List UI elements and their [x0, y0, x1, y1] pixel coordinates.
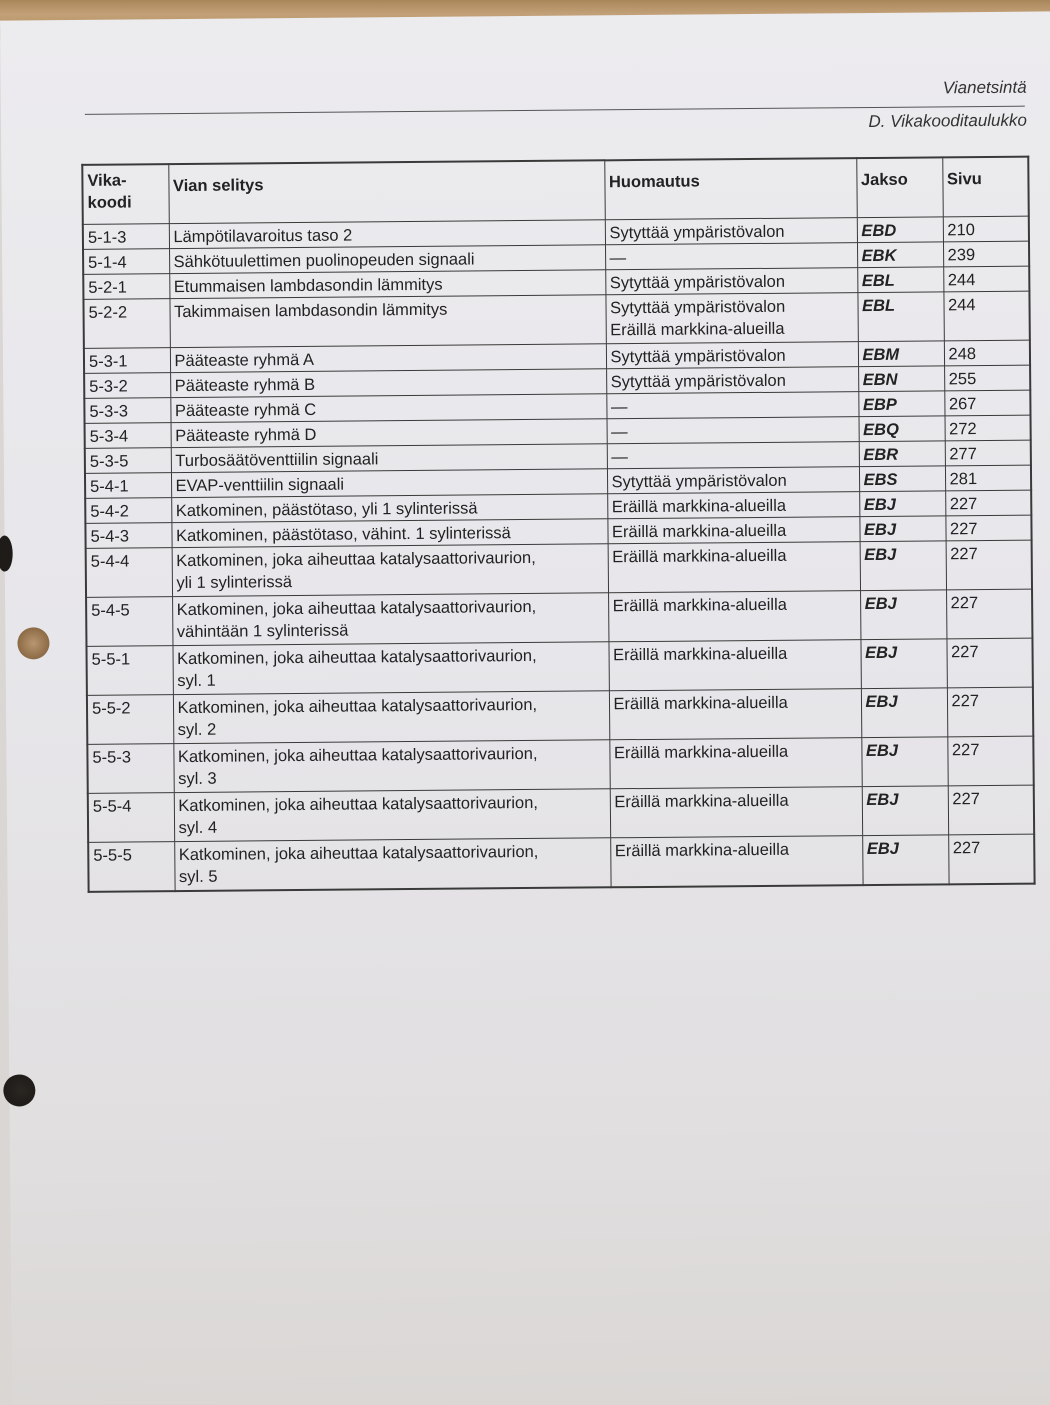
section-code: EBM [862, 345, 900, 365]
cell-page [948, 834, 1034, 884]
page-number: 281 [949, 470, 978, 489]
page-number: 267 [948, 395, 977, 414]
page-number: 244 [947, 296, 976, 315]
table-row [83, 291, 1029, 348]
fault-code: 5-3-1 [88, 352, 128, 371]
cell-description [171, 494, 607, 523]
cell-description [169, 220, 605, 249]
cell-code [87, 744, 173, 794]
note-line1: Sytyttää ympäristövalon [609, 272, 786, 293]
fault-code: 5-1-4 [88, 253, 127, 272]
table-row [86, 540, 1032, 597]
cell-section [859, 466, 945, 492]
note-line1: Eräillä markkina-alueilla [613, 742, 789, 763]
cell-note [607, 442, 859, 469]
fault-code: 5-5-4 [92, 797, 132, 816]
table-row [86, 589, 1032, 646]
section-code: EBL [861, 296, 896, 316]
fault-code: 5-5-2 [91, 699, 131, 718]
cell-section [859, 491, 945, 517]
fault-code: 5-2-1 [88, 278, 127, 297]
fault-code-table [81, 156, 1035, 893]
cell-note [609, 689, 861, 740]
section-code: EBS [863, 470, 898, 490]
description-line2: syl. 4 [178, 818, 218, 838]
fault-code: 5-3-5 [89, 452, 129, 471]
page-number: 255 [948, 370, 977, 389]
cell-page [945, 415, 1031, 441]
page-number: 227 [949, 520, 978, 539]
note-line2: Eräillä markkina-alueilla [610, 319, 785, 340]
cell-section [858, 391, 944, 417]
cell-section [861, 688, 947, 738]
cell-note [605, 243, 857, 270]
cell-note [607, 467, 859, 494]
note-line1: Eräillä markkina-alueilla [611, 521, 787, 542]
cell-section [860, 590, 946, 640]
description-line1: EVAP-venttiilin signaali [175, 475, 345, 496]
cell-description [172, 642, 608, 695]
binder-hole-icon [17, 627, 49, 659]
description-line1: Pääteaste ryhmä B [174, 375, 316, 396]
page-number: 227 [949, 495, 978, 514]
cell-section [858, 366, 944, 392]
cell-section [857, 292, 943, 342]
note-line1: Eräillä markkina-alueilla [613, 644, 788, 665]
cell-section [859, 416, 945, 442]
section-code: EBK [861, 246, 897, 266]
cell-note [606, 392, 858, 419]
page-number: 277 [949, 445, 977, 464]
page-number: 244 [947, 271, 976, 290]
cell-note [607, 492, 859, 519]
description-line1: Katkominen, päästötaso, vähint. 1 sylinterissä [175, 524, 511, 546]
cell-code [86, 548, 172, 598]
cell-section [862, 786, 948, 836]
cell-code [83, 299, 169, 349]
note-line1: Sytyttää ympäristövalon [610, 371, 786, 392]
section-code: EBQ [863, 420, 899, 440]
table-row [86, 638, 1032, 695]
cell-code [85, 423, 171, 449]
fault-code: 5-1-3 [87, 228, 127, 247]
cell-code [86, 646, 172, 696]
cell-note [605, 293, 857, 344]
table-row [87, 736, 1033, 793]
document-page [0, 11, 1050, 1404]
cell-page [947, 687, 1033, 737]
description-line2: yli 1 sylinterissä [176, 573, 293, 593]
cell-description [172, 593, 608, 646]
cell-note [607, 417, 859, 444]
description-line1: Katkominen, joka aiheuttaa katalysaattorivaurion, [176, 597, 537, 620]
cell-section [859, 516, 945, 542]
section-code: EBJ [863, 520, 897, 540]
description-line2: syl. 1 [177, 671, 216, 691]
cell-note [605, 218, 857, 245]
description-line1: Pääteaste ryhmä C [174, 400, 317, 421]
cell-description [173, 740, 609, 793]
table-row [88, 834, 1034, 892]
section-code: EBL [861, 271, 895, 291]
cell-note [605, 268, 857, 295]
fault-code: 5-3-3 [89, 402, 129, 421]
cell-description [170, 344, 606, 373]
cell-section [857, 267, 943, 293]
column-header-code [82, 164, 169, 224]
cell-note [608, 640, 860, 691]
cell-note [607, 517, 859, 544]
cell-code [83, 274, 169, 300]
fault-code: 5-5-5 [93, 846, 132, 865]
page-number: 272 [949, 420, 977, 439]
cell-page [943, 216, 1029, 242]
cell-page [943, 241, 1029, 267]
cell-page [948, 785, 1034, 835]
page-number: 227 [950, 643, 979, 662]
cell-description [170, 394, 606, 423]
note-line1: Sytyttää ympäristövalon [611, 471, 787, 492]
cell-code [86, 597, 172, 647]
section-code: EBJ [864, 643, 898, 663]
column-header-code-line2: koodi [87, 193, 132, 212]
cell-section [860, 639, 946, 689]
cell-page [945, 515, 1031, 541]
cell-page [947, 736, 1033, 786]
description-line1: Turbosäätöventtiilin signaali [175, 450, 379, 471]
cell-description [174, 789, 610, 842]
note-line1: Sytyttää ympäristövalon [609, 222, 785, 243]
note-line1: Eräillä markkina-alueilla [613, 693, 788, 714]
cell-section [858, 341, 944, 367]
page-edge-shadow [0, 535, 13, 571]
cell-page [946, 540, 1032, 590]
description-line1: Pääteaste ryhmä A [174, 350, 314, 371]
description-line1: Katkominen, päästötaso, yli 1 sylinterissä [175, 499, 478, 521]
section-code: EBJ [865, 692, 898, 712]
fault-code: 5-4-2 [90, 502, 129, 521]
cell-note [608, 591, 860, 642]
note-line1: — [610, 398, 628, 417]
page-number: 210 [947, 221, 975, 240]
cell-code [83, 249, 169, 275]
description-line1: Katkominen, joka aiheuttaa katalysaattorivaurion, [177, 744, 538, 767]
description-line1: Katkominen, joka aiheuttaa katalysaattorivaurion, [177, 646, 537, 669]
cell-page [945, 440, 1031, 466]
cell-page [943, 291, 1029, 341]
cell-description [169, 270, 605, 299]
column-header-code-line1: Vika- [87, 171, 127, 190]
description-line2: syl. 3 [178, 769, 217, 789]
cell-page [945, 465, 1031, 491]
page-number: 227 [950, 594, 979, 613]
cell-page [943, 266, 1029, 292]
note-line1: Eräillä markkina-alueilla [612, 595, 787, 616]
page-number: 227 [950, 545, 978, 564]
section-code: EBJ [863, 495, 896, 515]
column-header-description: Vian selitys [168, 160, 605, 223]
cell-note [610, 836, 862, 888]
cell-section [860, 541, 946, 591]
section-code: EBJ [864, 594, 897, 614]
cell-section [859, 441, 945, 467]
cell-description [171, 419, 607, 448]
description-line1: Etummaisen lambdasondin lämmitys [173, 275, 443, 297]
section-code: EBJ [866, 790, 899, 810]
cell-description [174, 838, 610, 891]
cell-page [944, 365, 1030, 391]
note-line1: — [609, 249, 627, 268]
cell-code [83, 224, 169, 250]
page-number: 227 [951, 741, 980, 760]
fault-code: 5-5-3 [92, 748, 132, 767]
note-line1: — [611, 423, 628, 442]
page-number: 227 [951, 692, 980, 711]
note-line1: Eräillä markkina-alueilla [614, 791, 789, 812]
table-row [87, 687, 1033, 744]
description-line1: Katkominen, joka aiheuttaa katalysaattorivaurion, [177, 695, 538, 718]
binder-hole-icon [3, 1074, 35, 1106]
description-line2: syl. 5 [178, 867, 218, 887]
fault-code: 5-5-1 [91, 650, 131, 669]
cell-code [88, 793, 174, 843]
cell-description [171, 444, 607, 473]
fault-code: 5-4-1 [90, 477, 129, 496]
note-line1: Eräillä markkina-alueilla [614, 840, 790, 861]
fault-code: 5-3-4 [89, 427, 129, 446]
fault-code: 5-2-2 [88, 303, 128, 322]
description-line1: Katkominen, joka aiheuttaa katalysaattorivaurion, [178, 842, 539, 865]
cell-code [84, 373, 170, 399]
cell-code [84, 348, 170, 374]
cell-page [944, 390, 1030, 416]
cell-note [606, 367, 858, 394]
column-header-note: Huomautus [604, 158, 857, 220]
page-number: 248 [948, 345, 977, 364]
page-number: 227 [952, 839, 981, 858]
fault-code: 5-4-5 [91, 601, 130, 620]
cell-page [944, 340, 1030, 366]
cell-section [857, 242, 943, 268]
section-code: EBJ [864, 545, 897, 565]
cell-section [857, 217, 943, 243]
cell-note [609, 738, 861, 789]
section-code: EBR [863, 445, 899, 465]
cell-description [171, 469, 607, 498]
page-number: 227 [952, 790, 980, 809]
cell-description [172, 544, 608, 597]
section-code: EBP [862, 395, 897, 415]
cell-description [169, 295, 605, 348]
description-line1: Sähkötuulettimen puolinopeuden signaali [173, 250, 475, 272]
cell-description [170, 369, 606, 398]
page-number: 239 [947, 246, 976, 265]
cell-code [85, 473, 171, 499]
note-line1: — [611, 448, 628, 467]
section-code: EBD [861, 221, 897, 241]
cell-page [946, 638, 1032, 688]
description-line2: syl. 2 [177, 720, 217, 740]
description-line1: Katkominen, joka aiheuttaa katalysaattorivaurion, [178, 793, 538, 816]
note-line1: Sytyttää ympäristövalon [610, 346, 786, 367]
cell-code [87, 695, 173, 745]
cell-note [610, 787, 862, 838]
description-line2: vähintään 1 sylinterissä [176, 621, 349, 642]
header-title: Vianetsintä [942, 77, 1027, 98]
cell-code [88, 842, 174, 892]
cell-description [169, 245, 605, 274]
description-line1: Takimmaisen lambdasondin lämmitys [173, 300, 448, 322]
cell-description [171, 519, 607, 548]
note-line1: Eräillä markkina-alueilla [612, 546, 787, 567]
column-header-page: Sivu [942, 157, 1029, 217]
cell-description [173, 691, 609, 744]
column-header-section: Jakso [856, 157, 943, 217]
cell-page [945, 490, 1031, 516]
cell-code [85, 523, 171, 549]
cell-code [84, 398, 170, 424]
header-subtitle: D. Vikakooditaulukko [868, 110, 1028, 132]
table-row [88, 785, 1034, 842]
fault-code: 5-4-3 [90, 527, 130, 546]
cell-section [862, 835, 948, 885]
cell-note [608, 542, 860, 593]
section-code: EBJ [865, 741, 899, 761]
fault-code: 5-4-4 [90, 552, 130, 571]
table-header-row [82, 157, 1028, 225]
note-line1: Sytyttää ympäristövalon [609, 297, 786, 318]
cell-code [85, 448, 171, 474]
description-line1: Lämpötilavaroitus taso 2 [173, 226, 353, 247]
cell-page [946, 589, 1032, 639]
description-line1: Katkominen, joka aiheuttaa katalysaattorivaurion, [176, 548, 536, 571]
cell-section [861, 737, 947, 787]
description-line1: Pääteaste ryhmä D [175, 425, 317, 446]
section-code: EBN [862, 370, 898, 390]
cell-note [606, 342, 858, 369]
cell-code [85, 498, 171, 524]
note-line1: Eräillä markkina-alueilla [611, 496, 787, 517]
section-code: EBJ [866, 839, 899, 859]
fault-code: 5-3-2 [89, 377, 128, 396]
